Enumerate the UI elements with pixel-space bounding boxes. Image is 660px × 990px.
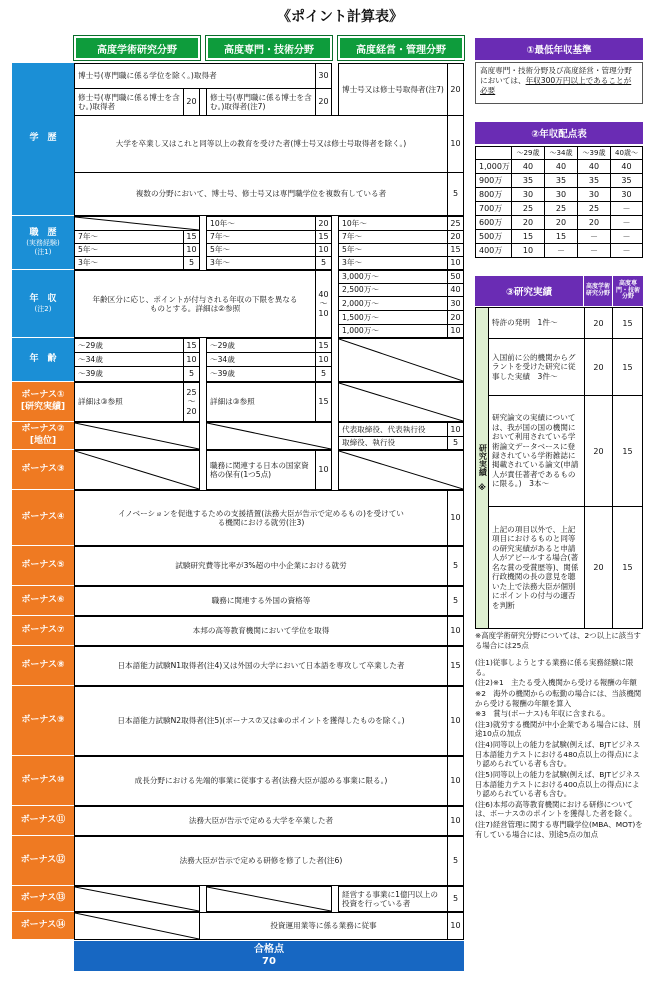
income-table-row-label: 700万 bbox=[475, 201, 512, 216]
panel3-row-text: 上記の項目以外で、上記項目におけるものと同等の研究実績があると申請人がアピールする場合(著名な賞の受賞歴等)、関係行政機関の長の意見を聴いた上で法務大臣が個別にポイントの付与の適否を判断 bbox=[488, 506, 585, 629]
diagonal-line-icon bbox=[75, 423, 199, 449]
age-technical-39: ～39歳 bbox=[206, 366, 316, 382]
income-points: 40 〜 10 bbox=[315, 270, 332, 338]
age-technical-29-pts: 15 bbox=[315, 338, 332, 353]
edu-university-points: 10 bbox=[447, 115, 464, 173]
income-table-col: 40歳～ bbox=[610, 146, 643, 160]
diagonal-line-icon bbox=[339, 339, 463, 381]
income-table-cell: － bbox=[544, 243, 578, 258]
edu-doctor-points: 30 bbox=[315, 63, 332, 89]
career-technical-7-pts: 15 bbox=[315, 230, 332, 244]
note: (注4)同等以上の能力を試験(例えば、BJTビジネス日本語能力テストにおける480点以上の得点)により認められている者も含む。 bbox=[475, 740, 641, 769]
income-table-cell: 15 bbox=[511, 229, 545, 244]
income-table-row-label: 1,000万 bbox=[475, 159, 512, 174]
note: (注7)経営管理に関する専門職学位(MBA、MOT)を有している場合には、別途5点の加点 bbox=[475, 820, 643, 839]
career-management-7: 7年～ bbox=[338, 230, 448, 244]
income-mgmt-1000: 1,000万～ bbox=[338, 324, 448, 338]
income-description: 年齢区分に応じ、ポイントが付与される年収の下限を異なるものとする。詳細は②参照 bbox=[74, 270, 316, 338]
income-table-col: ～39歳 bbox=[577, 146, 611, 160]
income-table-cell: － bbox=[610, 229, 643, 244]
career-technical-3: 3年～ bbox=[206, 256, 316, 270]
age-academic-34: ～34歳 bbox=[74, 352, 184, 367]
income-mgmt-1500: 1,500万～ bbox=[338, 310, 448, 325]
income-table-row-label: 900万 bbox=[475, 173, 512, 188]
bonus5-text: 試験研究費等比率が3%超の中小企業における就労 bbox=[74, 546, 448, 586]
panel3-footnote: ※高度学術研究分野については、2つ以上に該当する場合には25点 bbox=[475, 631, 641, 650]
income-table-cell: 20 bbox=[577, 215, 611, 230]
age-academic-39-pts: 5 bbox=[183, 366, 200, 382]
income-mgmt-3000: 3,000万～ bbox=[338, 270, 448, 284]
category-bonus10: ボーナス⑩ bbox=[12, 756, 74, 806]
bonus8-text: 日本語能力試験N1取得者(注4)又は外国の大学において日本語を専攻して卒業した者 bbox=[74, 646, 448, 686]
income-table-cell: 25 bbox=[544, 201, 578, 216]
bonus3-academic-empty bbox=[74, 450, 200, 490]
pass-mark-value: 70 bbox=[262, 956, 276, 967]
income-mgmt-2500: 2,500万～ bbox=[338, 283, 448, 297]
notes bbox=[475, 658, 645, 840]
age-technical-34-pts: 10 bbox=[315, 352, 332, 367]
bonus4-text: イノベーションを促進するための支援措置(法務大臣が告示で定めるもの)を受けている機関における就労(注3) bbox=[74, 490, 448, 546]
income-table-cell: 30 bbox=[511, 187, 545, 202]
category-bonus13: ボーナス⑬ bbox=[12, 886, 74, 912]
income-table-cell: 35 bbox=[577, 173, 611, 188]
pass-mark bbox=[74, 941, 464, 971]
panel1-body bbox=[475, 62, 643, 104]
career-management-10: 10年～ bbox=[338, 216, 448, 231]
income-table-cell: 40 bbox=[577, 159, 611, 174]
bonus5-pts: 5 bbox=[447, 546, 464, 586]
category-career: 職 歴 (実務経験) (注1) bbox=[12, 216, 74, 270]
career-management-5-pts: 15 bbox=[447, 243, 464, 257]
bonus8-pts: 15 bbox=[447, 646, 464, 686]
income-table-cell: 30 bbox=[577, 187, 611, 202]
career-technical-10-pts: 20 bbox=[315, 216, 332, 231]
panel3-row-p2: 15 bbox=[612, 395, 643, 507]
income-mgmt-2000: 2,000万～ bbox=[338, 296, 448, 311]
income-table-cell: 30 bbox=[544, 187, 578, 202]
income-table-row-label: 800万 bbox=[475, 187, 512, 202]
diagonal-line-icon bbox=[207, 887, 331, 911]
bonus7-pts: 10 bbox=[447, 616, 464, 646]
bonus6-text: 職務に関連する外国の資格等 bbox=[74, 586, 448, 616]
income-table-corner bbox=[475, 146, 512, 160]
note: ※2 海外の機関からの転勤の場合には、当該機関から受ける報酬の年額を算入 bbox=[475, 688, 642, 708]
edu-multiple-degrees: 複数の分野において、博士号、修士号又は専門職学位を複数有している者 bbox=[74, 172, 448, 216]
header-technical: 高度専門・技術分野 bbox=[206, 36, 332, 60]
bonus2-representative: 代表取締役、代表執行役 bbox=[338, 422, 448, 437]
panel3-row-p2: 15 bbox=[612, 307, 643, 339]
bonus2-director-pts: 5 bbox=[447, 436, 464, 450]
panel1-text: 高度専門・技術分野及び高度経営・管理分野においては、 bbox=[480, 66, 632, 85]
career-management-10-pts: 25 bbox=[447, 216, 464, 231]
diagonal-line-icon bbox=[75, 913, 199, 939]
income-table-cell: － bbox=[577, 229, 611, 244]
bonus3-technical-pts: 10 bbox=[315, 450, 332, 490]
age-academic-39: ～39歳 bbox=[74, 366, 184, 382]
panel3-row-p1: 20 bbox=[584, 395, 613, 507]
income-table-cell: 30 bbox=[610, 187, 643, 202]
income-table-cell: 25 bbox=[511, 201, 545, 216]
income-mgmt-3000-pts: 50 bbox=[447, 270, 464, 284]
category-bonus12: ボーナス⑫ bbox=[12, 836, 74, 886]
panel1-underline: 年収300万円以上であることが必要 bbox=[480, 75, 632, 95]
career-management-5: 5年～ bbox=[338, 243, 448, 257]
income-table-row-label: 600万 bbox=[475, 215, 512, 230]
bonus1-academic: 詳細は③参照 bbox=[74, 382, 184, 422]
panel3-row-p1: 20 bbox=[584, 307, 613, 339]
income-table-cell: 35 bbox=[511, 173, 545, 188]
edu-multiple-points: 5 bbox=[447, 172, 464, 216]
edu-management-points: 20 bbox=[447, 63, 464, 116]
bonus14-academic-empty bbox=[74, 912, 200, 940]
income-table-cell: 15 bbox=[544, 229, 578, 244]
diagonal-line-icon bbox=[339, 383, 463, 421]
panel3-col1: 高度学術研究分野 bbox=[584, 276, 612, 306]
panel3-row-p2: 15 bbox=[612, 506, 643, 629]
diagonal-line-icon bbox=[75, 451, 199, 489]
bonus10-pts: 10 bbox=[447, 756, 464, 806]
bonus3-management-empty bbox=[338, 450, 464, 490]
note: (注6)本邦の高等教育機関における研修については、ボーナス⑦のポイントを獲得した者を除く。 bbox=[475, 799, 637, 819]
income-table-cell: 40 bbox=[511, 159, 545, 174]
header-academic: 高度学術研究分野 bbox=[74, 36, 200, 60]
panel3-side-label: 研究実績 bbox=[478, 443, 488, 476]
age-technical-34: ～34歳 bbox=[206, 352, 316, 367]
category-bonus11: ボーナス⑪ bbox=[12, 806, 74, 836]
panel3-side-mark: ※ bbox=[478, 482, 486, 492]
bonus7-text: 本邦の高等教育機関において学位を取得 bbox=[74, 616, 448, 646]
age-technical-29: ～29歳 bbox=[206, 338, 316, 353]
category-age: 年 齢 bbox=[12, 338, 74, 382]
bonus1-technical: 詳細は③参照 bbox=[206, 382, 316, 422]
career-management-3-pts: 10 bbox=[447, 256, 464, 270]
income-mgmt-1500-pts: 20 bbox=[447, 310, 464, 325]
bonus6-pts: 5 bbox=[447, 586, 464, 616]
career-technical-5-pts: 10 bbox=[315, 243, 332, 257]
edu-master-technical: 修士号(専門職に係る博士を含む。)取得者(注7) bbox=[206, 88, 316, 116]
diagonal-line-icon bbox=[339, 451, 463, 489]
bonus4-pts: 10 bbox=[447, 490, 464, 546]
panel3-row-p1: 20 bbox=[584, 506, 613, 629]
panel3-row-p2: 15 bbox=[612, 338, 643, 396]
bonus13-management: 経営する事業に1億円以上の投資を行っている者 bbox=[338, 886, 448, 912]
category-bonus3: ボーナス③ bbox=[12, 450, 74, 490]
edu-master-academic: 修士号(専門職に係る博士を含む。)取得者 bbox=[74, 88, 184, 116]
category-education: 学 歴 bbox=[12, 63, 74, 216]
income-table-cell: － bbox=[610, 201, 643, 216]
bonus14-text: 投資運用業等に係る業務に従事 bbox=[199, 912, 448, 940]
bonus11-pts: 10 bbox=[447, 806, 464, 836]
income-table-cell: － bbox=[610, 243, 643, 258]
income-table-cell: 40 bbox=[610, 159, 643, 174]
panel1-title: ①最低年収基準 bbox=[475, 38, 643, 60]
panel2-title: ②年収配点表 bbox=[475, 122, 643, 144]
bonus3-technical: 職務に関連する日本の国家資格の保有(1つ5点) bbox=[206, 450, 316, 490]
page-title: 《ポイント計算表》 bbox=[277, 9, 403, 25]
career-academic-3-pts: 5 bbox=[183, 256, 200, 270]
category-bonus9: ボーナス⑨ bbox=[12, 686, 74, 756]
career-technical-7: 7年～ bbox=[206, 230, 316, 244]
edu-doctor: 博士号(専門職に係る学位を除く。)取得者 bbox=[74, 63, 316, 89]
panel3-side bbox=[475, 307, 489, 629]
career-academic-empty bbox=[74, 216, 200, 231]
income-table-col: ～29歳 bbox=[511, 146, 545, 160]
age-academic-29-pts: 15 bbox=[183, 338, 200, 353]
note: (注2)※1 主たる受入機関から受ける報酬の年額 bbox=[475, 678, 637, 688]
category-bonus5: ボーナス⑤ bbox=[12, 546, 74, 586]
diagonal-line-icon bbox=[75, 217, 199, 230]
panel3-row-text: 研究論文の実績については、我が国の国の機関において利用されている学術論文データベースに登録されている学術雑誌に掲載されている論文(申請人が責任著者であるものに限る。) 3本～ bbox=[488, 395, 585, 507]
income-table-row-label: 400万 bbox=[475, 243, 512, 258]
career-academic-7-pts: 15 bbox=[183, 230, 200, 244]
bonus2-academic-empty bbox=[74, 422, 200, 450]
pass-mark-label: 合格点 bbox=[254, 943, 284, 955]
category-bonus14: ボーナス⑭ bbox=[12, 912, 74, 940]
income-table-cell: 25 bbox=[577, 201, 611, 216]
bonus2-representative-pts: 10 bbox=[447, 422, 464, 437]
panel3-row-text: 特許の発明 1件～ bbox=[488, 307, 585, 339]
income-table-cell: 20 bbox=[544, 215, 578, 230]
bonus2-director: 取締役、執行役 bbox=[338, 436, 448, 450]
category-bonus6: ボーナス⑥ bbox=[12, 586, 74, 616]
bonus14-pts: 10 bbox=[447, 912, 464, 940]
age-technical-39-pts: 5 bbox=[315, 366, 332, 382]
income-table-cell: 35 bbox=[610, 173, 643, 188]
age-management-empty bbox=[338, 338, 464, 382]
income-table-cell: － bbox=[577, 243, 611, 258]
income-mgmt-1000-pts: 10 bbox=[447, 324, 464, 338]
category-bonus2: ボーナス② [地位] bbox=[12, 422, 74, 450]
diagonal-line-icon bbox=[207, 423, 331, 449]
age-academic-29: ～29歳 bbox=[74, 338, 184, 353]
career-academic-7: 7年～ bbox=[74, 230, 184, 244]
category-bonus8: ボーナス⑧ bbox=[12, 646, 74, 686]
panel3-col2: 高度専門・技術分野 bbox=[613, 276, 643, 306]
career-technical-3-pts: 5 bbox=[315, 256, 332, 270]
category-bonus1: ボーナス① [研究実績] bbox=[12, 382, 74, 422]
career-management-3: 3年～ bbox=[338, 256, 448, 270]
bonus9-text: 日本語能力試験N2取得者(注5)(ボーナス⑦又は⑧のポイントを獲得したものを除く。) bbox=[74, 686, 448, 756]
diagonal-line-icon bbox=[75, 887, 199, 911]
note: (注5)同等以上の能力を試験(例えば、BJTビジネス日本語能力テストにおける400点以上の得点)により認められている者も含む。 bbox=[475, 769, 641, 799]
bonus2-technical-empty bbox=[206, 422, 332, 450]
note: (注1)従事しようとする業務に係る実務経験に限る。 bbox=[475, 658, 634, 677]
category-bonus7: ボーナス⑦ bbox=[12, 616, 74, 646]
bonus11-text: 法務大臣が告示で定める大学を卒業した者 bbox=[74, 806, 448, 836]
edu-master-academic-points: 20 bbox=[183, 88, 200, 116]
career-technical-5: 5年～ bbox=[206, 243, 316, 257]
bonus13-pts: 5 bbox=[447, 886, 464, 912]
category-bonus4: ボーナス④ bbox=[12, 490, 74, 546]
bonus1-technical-pts: 15 bbox=[315, 382, 332, 422]
panel3-row-text: 入国前に公的機関からグラントを受けた研究に従事した実績 3件～ bbox=[488, 338, 585, 396]
income-table-cell: 40 bbox=[544, 159, 578, 174]
income-mgmt-2000-pts: 30 bbox=[447, 296, 464, 311]
edu-management: 博士号又は修士号取得者(注7) bbox=[338, 63, 448, 116]
income-table-cell: 35 bbox=[544, 173, 578, 188]
income-table-cell: 10 bbox=[511, 243, 545, 258]
bonus1-academic-pts: 25 〜 20 bbox=[183, 382, 200, 422]
panel3-row-p1: 20 bbox=[584, 338, 613, 396]
bonus9-pts: 10 bbox=[447, 686, 464, 756]
career-academic-5-pts: 10 bbox=[183, 243, 200, 257]
career-academic-3: 3年～ bbox=[74, 256, 184, 270]
career-academic-5: 5年～ bbox=[74, 243, 184, 257]
header-management: 高度経営・管理分野 bbox=[338, 36, 464, 60]
income-mgmt-2500-pts: 40 bbox=[447, 283, 464, 297]
category-income: 年 収 (注2) bbox=[12, 270, 74, 338]
panel3-title: ③研究実績 bbox=[475, 276, 583, 306]
edu-master-technical-points: 20 bbox=[315, 88, 332, 116]
income-table-row-label: 500万 bbox=[475, 229, 512, 244]
age-academic-34-pts: 10 bbox=[183, 352, 200, 367]
bonus13-academic-empty bbox=[74, 886, 200, 912]
income-table-cell: － bbox=[610, 215, 643, 230]
bonus12-text: 法務大臣が告示で定める研修を修了した者(注6) bbox=[74, 836, 448, 886]
note: ※3 賞与(ボーナス)も年収に含まれる。 bbox=[475, 709, 610, 719]
edu-university: 大学を卒業し又はこれと同等以上の教育を受けた者(博士号又は修士号取得者を除く。) bbox=[74, 115, 448, 173]
bonus13-technical-empty bbox=[206, 886, 332, 912]
career-management-7-pts: 20 bbox=[447, 230, 464, 244]
career-technical-10: 10年～ bbox=[206, 216, 316, 231]
income-table-col: ～34歳 bbox=[544, 146, 578, 160]
bonus12-pts: 5 bbox=[447, 836, 464, 886]
bonus10-text: 成長分野における先端的事業に従事する者(法務大臣が認める事業に限る。) bbox=[74, 756, 448, 806]
bonus1-management-empty bbox=[338, 382, 464, 422]
income-table-cell: 20 bbox=[511, 215, 545, 230]
note: (注3)就労する機関が中小企業である場合には、別途10点の加点 bbox=[475, 719, 641, 739]
income-table bbox=[475, 146, 643, 258]
